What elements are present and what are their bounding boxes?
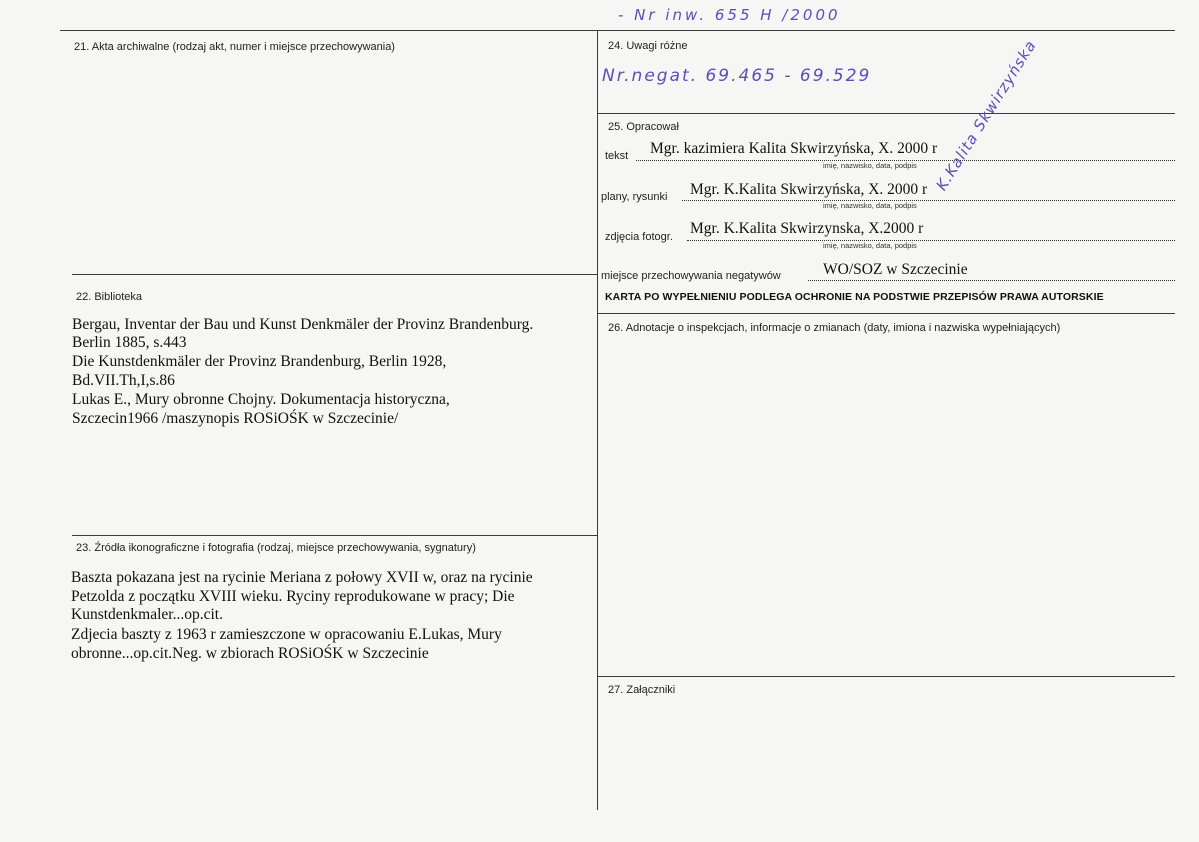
drawings-field-label: plany, rysunki [601, 191, 668, 203]
bib-line: Lukas E., Mury obronne Chojny. Dokumentacja historyczna, [72, 391, 450, 408]
photos-author-value: Mgr. K.Kalita Skwirzynska, X.2000 r [690, 220, 924, 237]
text-field-label: tekst [605, 150, 629, 162]
section-21-label: 21. Akta archiwalne (rodzaj akt, numer i miejsce przechowywania) [74, 41, 395, 53]
negatives-location-line [808, 280, 1175, 281]
icon-line: Zdjecia baszty z 1963 r zamieszczone w opracowaniu E.Lukas, Mury [71, 626, 502, 643]
negatives-location-value: WO/SOZ w Szczecinie [823, 261, 968, 278]
top-border [60, 30, 1175, 31]
author-signature: K.Kalita Skwirzyńska [932, 36, 1040, 194]
center-divider [597, 30, 598, 810]
icon-line: Petzolda z początku XVIII wieku. Ryciny reprodukowane w pracy; Die [71, 588, 515, 605]
divider-24-25 [598, 113, 1175, 114]
divider-26-27 [598, 676, 1175, 677]
divider-22-23 [72, 535, 598, 536]
divider-21-22 [72, 274, 598, 275]
section-26-label: 26. Adnotacje o inspekcjach, informacje o zmianach (daty, imiona i nazwiska wypełniających) [608, 322, 1061, 334]
inventory-number-note: - Nr inw. 655 H /2000 [618, 6, 841, 24]
bib-line: Szczecin1966 /maszynopis ROSiOŚK w Szczecinie/ [72, 410, 399, 427]
icon-line: Baszta pokazana jest na rycinie Meriana z połowy XVII w, oraz na rycinie [71, 569, 533, 586]
bib-line: Bergau, Inventar der Bau und Kunst Denkmäler der Provinz Brandenburg. [72, 316, 534, 333]
section-25-label: 25. Opracował [608, 121, 679, 133]
section-23-label: 23. Źródła ikonograficzne i fotografia (rodzaj, miejsce przechowywania, sygnatury) [76, 542, 476, 554]
drawings-author-value: Mgr. K.Kalita Skwirzyńska, X. 2000 r [690, 181, 928, 198]
section-27-label: 27. Załączniki [608, 684, 676, 696]
drawings-field-hint: imię, nazwisko, data, podpis [823, 201, 917, 210]
section-24-label: 24. Uwagi różne [608, 40, 688, 52]
photos-field-hint: imię, nazwisko, data, podpis [823, 241, 917, 250]
icon-line: obronne...op.cit.Neg. w zbiorach ROSiOŚK w Szczecinie [71, 645, 429, 662]
bib-line: Berlin 1885, s.443 [72, 334, 187, 351]
text-field-hint: imię, nazwisko, data, podpis [823, 161, 917, 170]
bib-line: Bd.VII.Th,I,s.86 [72, 372, 175, 389]
drawings-field-line [682, 200, 1175, 201]
photos-field-label: zdjęcia fotogr. [605, 231, 673, 243]
negatives-location-label: miejsce przechowywania negatywów [601, 270, 781, 282]
section-22-label: 22. Biblioteka [76, 291, 143, 303]
negative-numbers-note: Nr.negat. 69.465 - 69.529 [602, 66, 872, 86]
copyright-notice: KARTA PO WYPEŁNIENIU PODLEGA OCHRONIE NA PODSTWIE PRZEPISÓW PRAWA AUTORSKIE [605, 291, 1104, 303]
photos-field-line [687, 240, 1175, 241]
divider-25-26 [598, 313, 1175, 314]
text-author-value: Mgr. kazimiera Kalita Skwirzyńska, X. 2000 r [650, 140, 938, 157]
icon-line: Kunstdenkmaler...op.cit. [71, 606, 223, 623]
bib-line: Die Kunstdenkmäler der Provinz Brandenburg, Berlin 1928, [72, 353, 447, 370]
